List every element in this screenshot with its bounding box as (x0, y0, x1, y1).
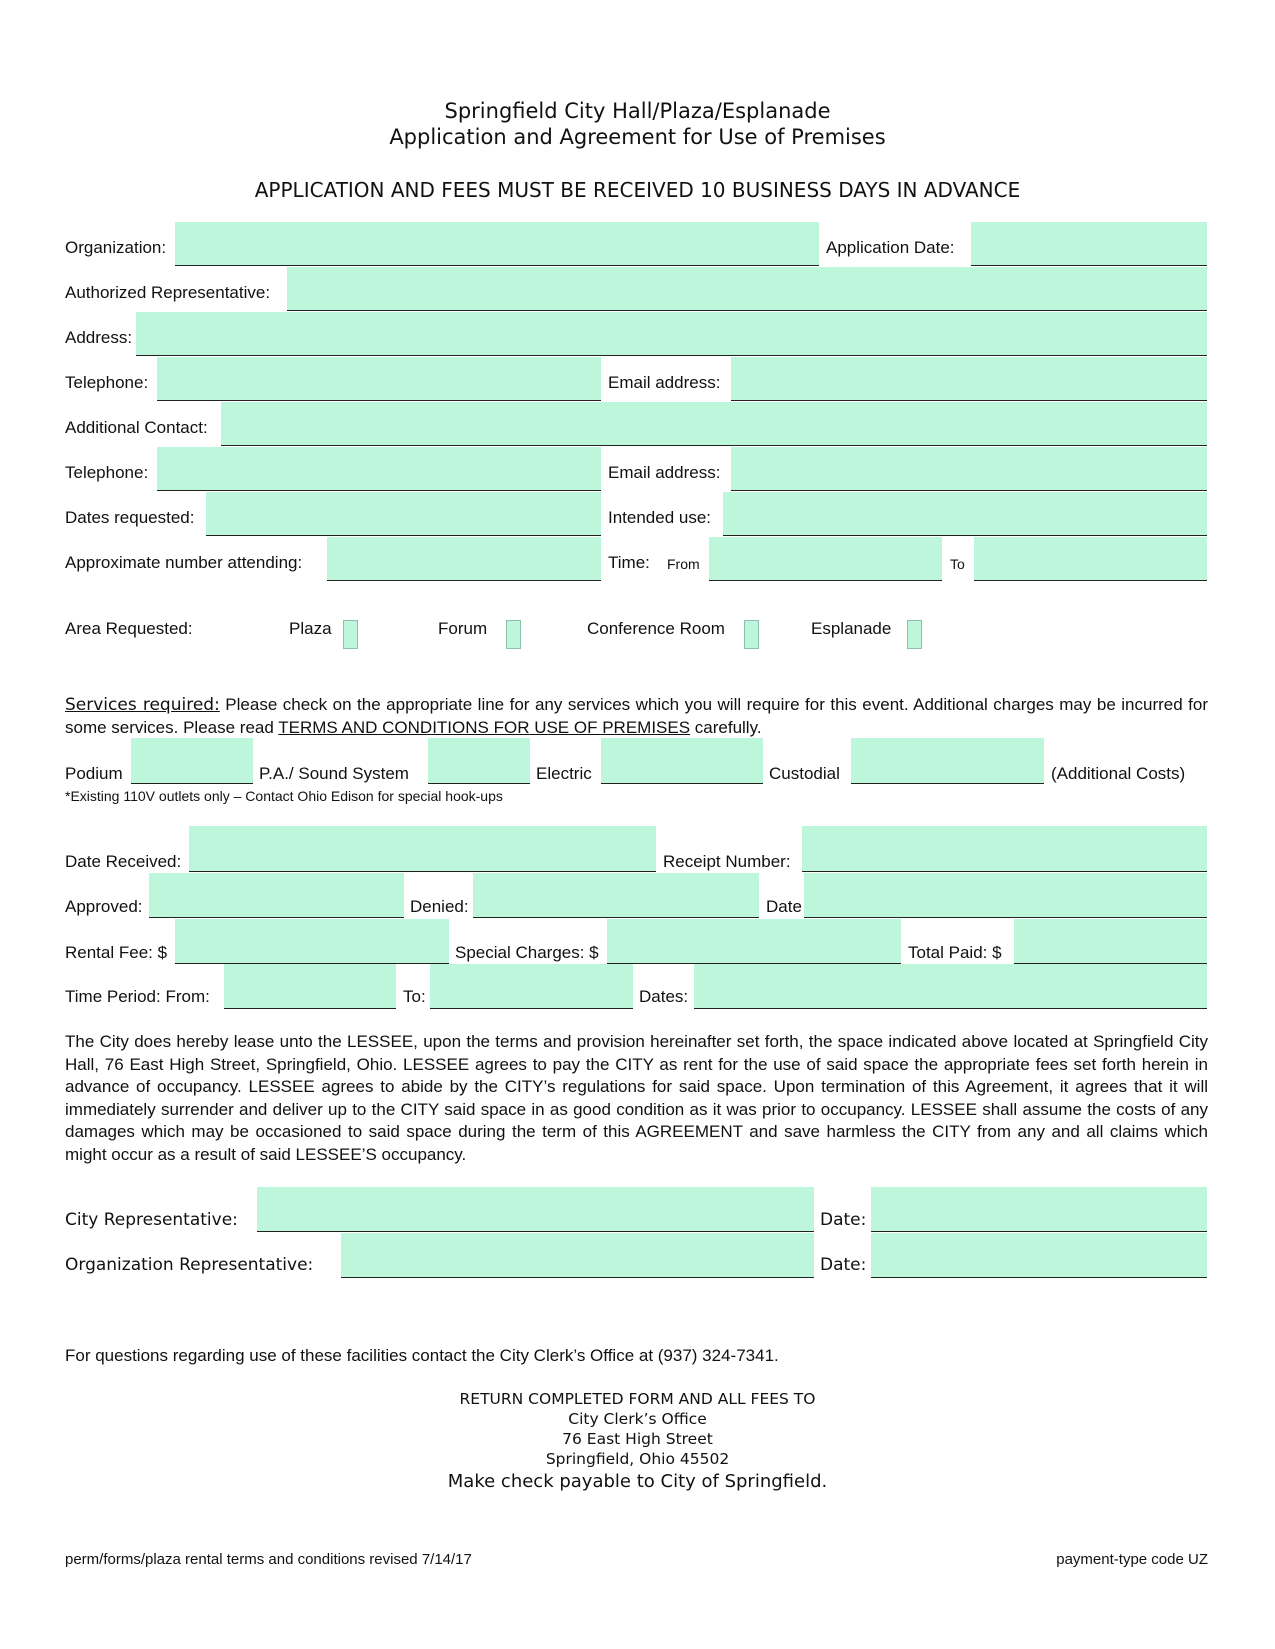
date-field[interactable] (804, 873, 1207, 918)
email-label: Email address: (608, 373, 721, 392)
email2-label: Email address: (608, 463, 721, 482)
approved-label: Approved: (65, 897, 143, 916)
address-label: Address: (65, 328, 133, 347)
advance-notice: APPLICATION AND FEES MUST BE RECEIVED 10 BUSINESS DAYS IN ADVANCE (254, 178, 1021, 202)
area-conference-room-label: Conference Room (587, 619, 725, 638)
approx-attending-field[interactable] (327, 537, 601, 581)
custodial-label: Custodial (769, 764, 840, 783)
services-text-b: carefully. (690, 717, 762, 737)
address-field[interactable] (136, 312, 1207, 356)
footer-revision: perm/forms/plaza rental terms and conditions revised 7/14/17 (65, 1551, 472, 1568)
approx-attending-label: Approximate number attending: (65, 553, 303, 572)
signature-date1-label: Date: (820, 1210, 867, 1230)
date-received-label: Date Received: (65, 852, 182, 871)
approved-field[interactable] (149, 873, 404, 918)
date-label: Date (766, 897, 802, 916)
date-received-field[interactable] (189, 826, 656, 872)
area-esplanade-checkbox[interactable] (907, 620, 922, 649)
organization-representative-field[interactable] (341, 1233, 814, 1278)
authorized-representative-field[interactable] (287, 267, 1207, 311)
area-conference-room-checkbox[interactable] (744, 620, 759, 649)
area-esplanade-label: Esplanade (811, 619, 892, 638)
receipt-number-label: Receipt Number: (663, 852, 791, 871)
time-label: Time: (608, 553, 650, 572)
rental-fee-field[interactable] (175, 919, 449, 964)
intended-use-field[interactable] (723, 492, 1207, 536)
organization-representative-label: Organization Representative: (65, 1255, 314, 1275)
outlets-note: *Existing 110V outlets only – Contact Ohio Edison for special hook-ups (65, 788, 503, 804)
time-from-label: From (667, 556, 700, 572)
pa-label: P.A./ Sound System (259, 764, 409, 783)
time-to-label: To (950, 556, 965, 572)
area-requested-label: Area Requested: (65, 619, 193, 638)
terms-link[interactable]: TERMS AND CONDITIONS FOR USE OF PREMISES (278, 717, 691, 737)
application-date-label: Application Date: (826, 238, 955, 257)
time-period-from-label: Time Period: From: (65, 987, 210, 1006)
area-plaza-checkbox[interactable] (343, 620, 358, 649)
area-forum-label: Forum (438, 619, 488, 638)
telephone2-field[interactable] (157, 447, 601, 491)
additional-contact-label: Additional Contact: (65, 418, 208, 437)
return-street: 76 East High Street (562, 1430, 713, 1448)
authorized-representative-label: Authorized Representative: (65, 283, 271, 302)
services-heading: Services required: (65, 695, 220, 715)
special-charges-label: Special Charges: $ (455, 943, 599, 962)
agreement-paragraph: The City does hereby lease unto the LESSEE, upon the terms and provision hereinafter set forth, the space indicated above located at Springfield City Hall, 76 East High Street, Springfield, Ohio. LESSEE agrees to pay the CITY as rent for the use of said space the appropriate fees set forth herein in advance of occupancy. LESSEE agrees to abide by the CITY’s regulations for said space. Upon termination of this Agreement, it agrees that it will immediately surrender and deliver up to the CITY said space in as good condition as it was prior to occupancy. LESSEE shall assume the costs of any damages which may be occasioned to said space during the term of this AGREEMENT and save harmless the CITY from any and all claims which might occur as a result of said LESSEE’S occupancy. (65, 1032, 1208, 1164)
payable-to: Make check payable to City of Springfield. (447, 1471, 828, 1492)
services-paragraph (65, 694, 1208, 739)
time-to-field[interactable] (974, 537, 1207, 581)
city-representative-label: City Representative: (65, 1210, 238, 1230)
area-forum-checkbox[interactable] (506, 620, 521, 649)
city-representative-field[interactable] (257, 1187, 814, 1232)
denied-field[interactable] (473, 873, 759, 918)
rental-fee-label: Rental Fee: $ (65, 943, 168, 962)
denied-label: Denied: (410, 897, 469, 916)
dates-field[interactable] (694, 964, 1207, 1009)
signature-date2-field[interactable] (871, 1233, 1207, 1278)
custodial-field[interactable] (851, 738, 1044, 784)
time-period-to-field[interactable] (430, 964, 633, 1009)
dates-label: Dates: (639, 987, 689, 1006)
email-field[interactable] (731, 357, 1207, 401)
page-title: Springfield City Hall/Plaza/Esplanade (444, 99, 831, 123)
telephone-label: Telephone: (65, 373, 149, 392)
total-paid-field[interactable] (1014, 919, 1207, 964)
contact-line: For questions regarding use of these facilities contact the City Clerk’s Office at (937) 324-7341. (65, 1346, 779, 1365)
dates-requested-label: Dates requested: (65, 508, 195, 527)
podium-label: Podium (65, 764, 123, 783)
intended-use-label: Intended use: (608, 508, 712, 527)
time-period-from-field[interactable] (224, 964, 396, 1009)
page-subtitle: Application and Agreement for Use of Premises (389, 125, 886, 149)
return-office: City Clerk’s Office (568, 1410, 707, 1428)
email2-field[interactable] (731, 447, 1207, 491)
time-from-field[interactable] (709, 537, 942, 581)
electric-label: Electric (536, 764, 592, 783)
application-date-field[interactable] (971, 222, 1207, 266)
return-line1: RETURN COMPLETED FORM AND ALL FEES TO (459, 1390, 816, 1408)
electric-field[interactable] (601, 738, 763, 784)
area-plaza-label: Plaza (289, 619, 332, 638)
additional-costs-label: (Additional Costs) (1051, 764, 1186, 783)
additional-contact-field[interactable] (221, 402, 1207, 446)
signature-date1-field[interactable] (871, 1187, 1207, 1232)
time-period-to-label: To: (403, 987, 426, 1006)
podium-field[interactable] (131, 738, 253, 784)
organization-field[interactable] (175, 222, 819, 266)
telephone2-label: Telephone: (65, 463, 149, 482)
pa-field[interactable] (428, 738, 530, 784)
total-paid-label: Total Paid: $ (908, 943, 1002, 962)
return-city: Springfield, Ohio 45502 (545, 1450, 730, 1468)
telephone-field[interactable] (157, 357, 601, 401)
footer-payment-code: payment-type code UZ (1056, 1551, 1208, 1568)
dates-requested-field[interactable] (206, 492, 601, 536)
special-charges-field[interactable] (607, 919, 901, 964)
services-text-a: Please check on the appropriate line for any services which you will require for this event. Additional charges may be incurred for some services. Please read (65, 695, 1209, 737)
organization-label: Organization: (65, 238, 167, 257)
receipt-number-field[interactable] (802, 826, 1207, 872)
signature-date2-label: Date: (820, 1255, 867, 1275)
